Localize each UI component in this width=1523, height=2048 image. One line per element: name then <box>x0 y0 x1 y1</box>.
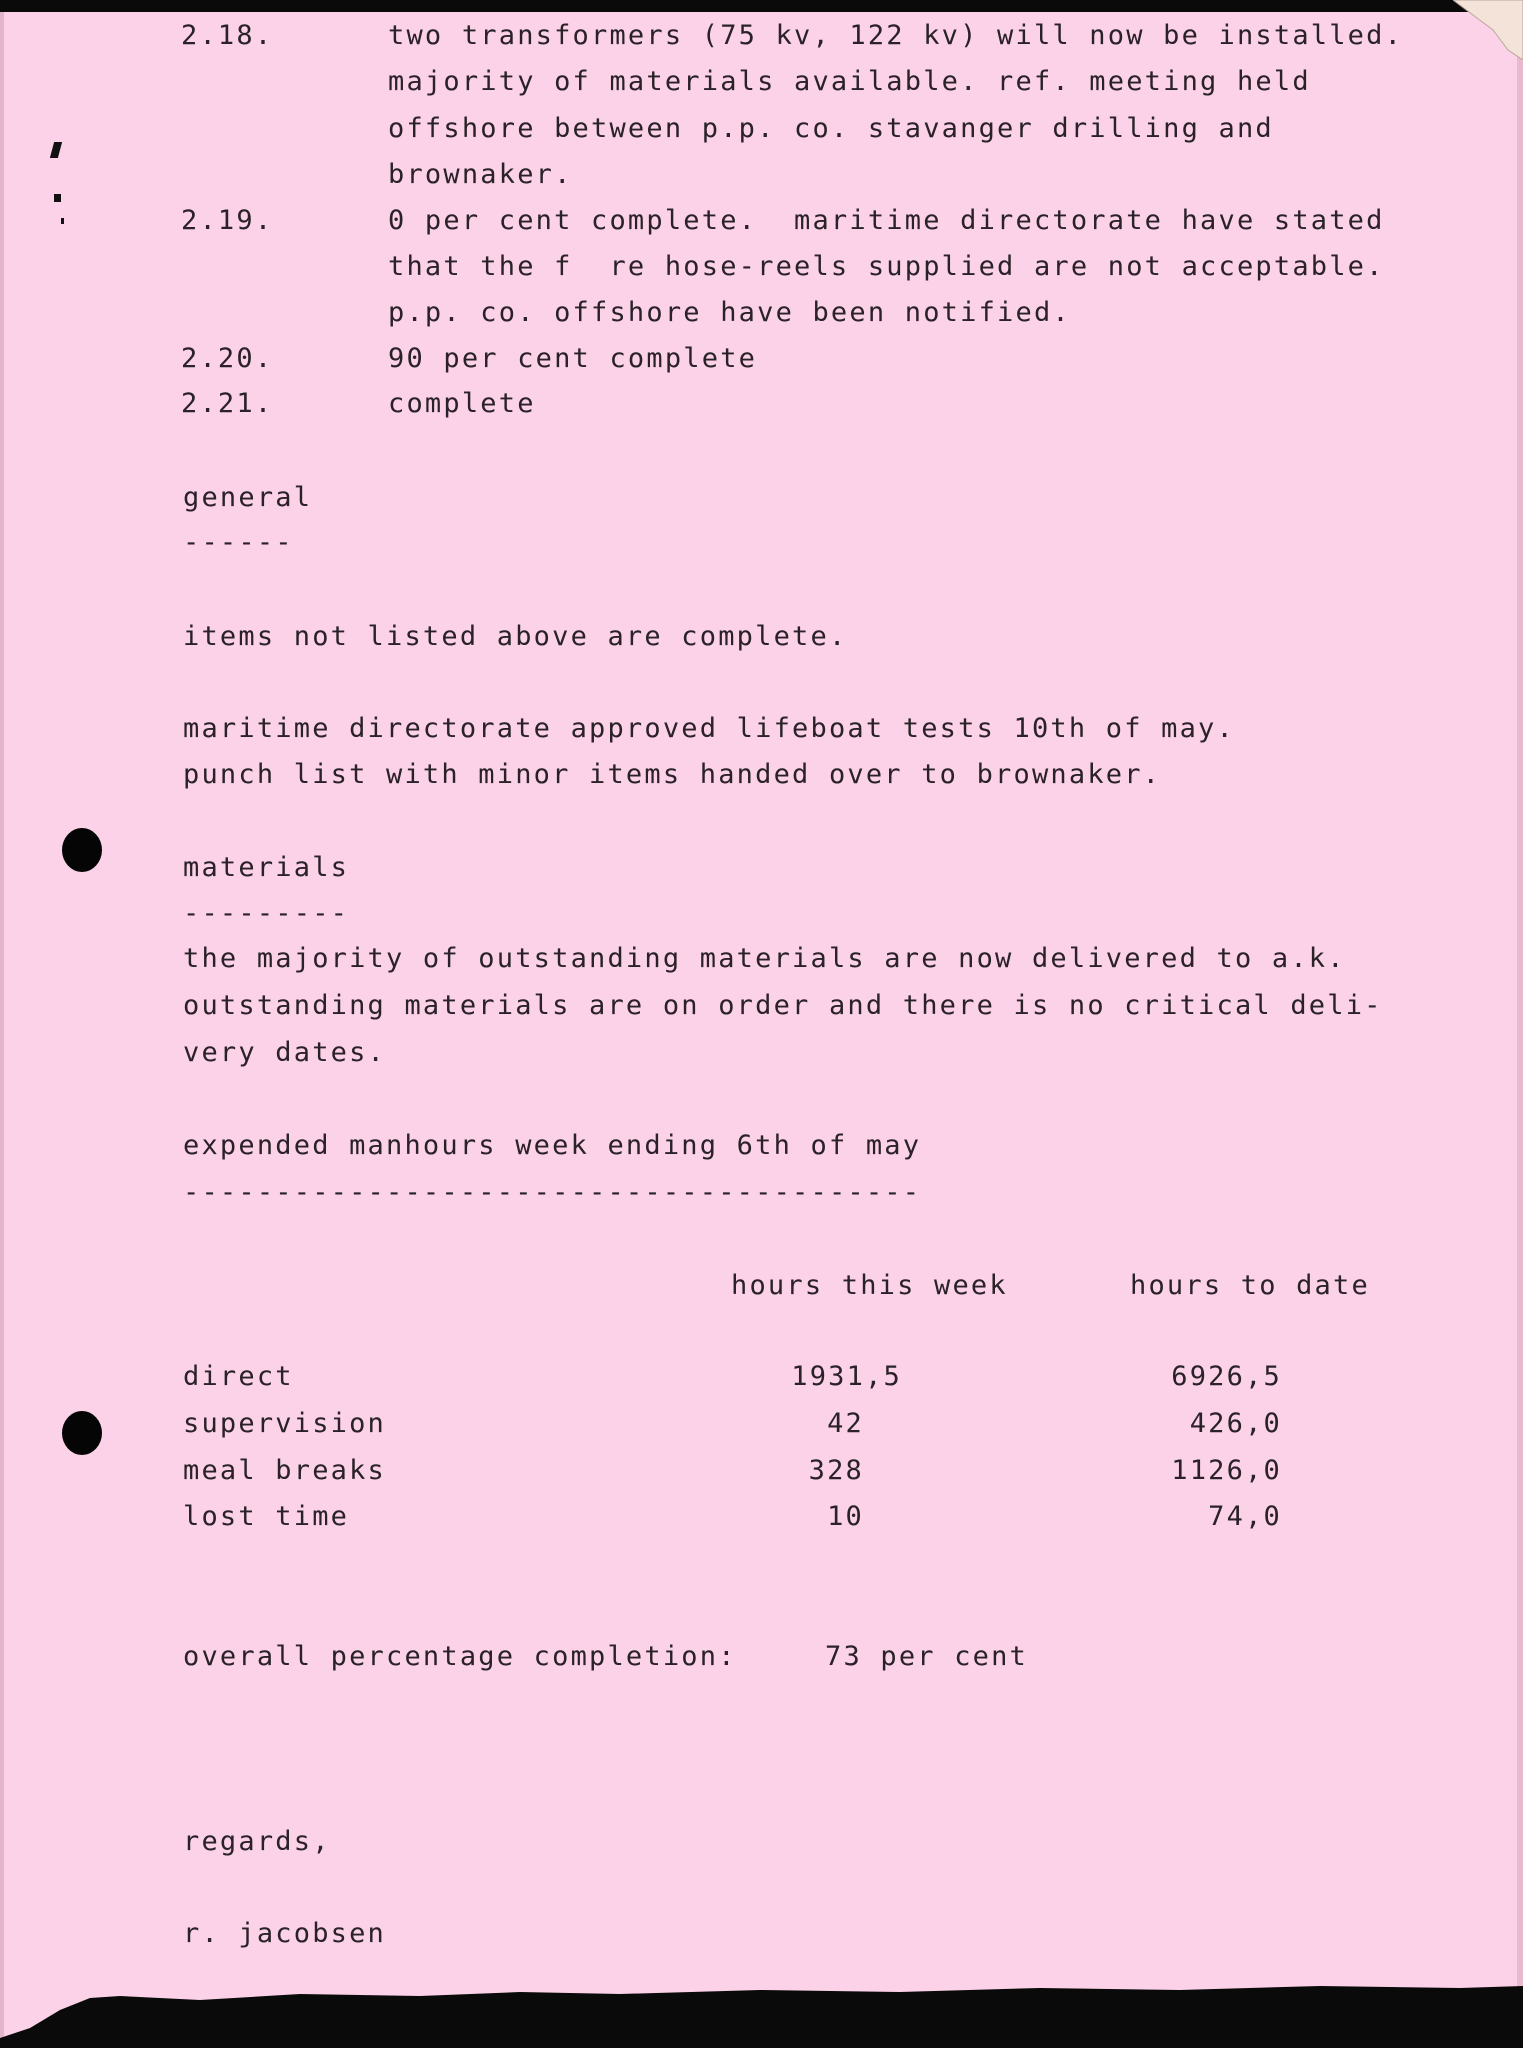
torn-top-edge <box>0 0 1523 12</box>
row-label: lost time <box>183 1501 350 1532</box>
margin-mark <box>61 218 64 224</box>
margin-mark <box>50 142 62 158</box>
section-heading-materials: materials <box>183 852 350 883</box>
punch-hole <box>62 828 102 872</box>
item-text-line: two transformers (75 kv, 122 kv) will now be installed. <box>388 20 1404 51</box>
section-underline: ------ <box>183 527 294 558</box>
item-text-line: majority of materials available. ref. meeting held <box>388 66 1311 97</box>
row-this-week: 328 <box>808 1455 864 1486</box>
closing-regards: regards, <box>183 1826 331 1857</box>
general-paragraph: items not listed above are complete. <box>183 621 848 652</box>
item-number: 2.19. <box>181 205 274 236</box>
row-to-date: 6926,5 <box>1171 1361 1282 1392</box>
column-header-this-week: hours this week <box>731 1270 1008 1301</box>
row-to-date: 426,0 <box>1189 1408 1282 1439</box>
item-number: 2.18. <box>181 20 274 51</box>
row-label: direct <box>183 1361 294 1392</box>
section-underline: ---------------------------------------- <box>183 1177 922 1208</box>
signature: r. jacobsen <box>183 1918 387 1949</box>
section-underline: --------- <box>183 898 350 929</box>
item-text-line: complete <box>388 388 536 419</box>
completion-value: 73 per cent <box>825 1641 1029 1672</box>
materials-line: very dates. <box>183 1037 387 1068</box>
paper-left-edge <box>0 0 4 2048</box>
general-paragraph: punch list with minor items handed over to brownaker. <box>183 759 1162 790</box>
completion-label: overall percentage completion: <box>183 1641 737 1672</box>
row-to-date: 74,0 <box>1208 1501 1282 1532</box>
item-text-line: 0 per cent complete. maritime directorate have stated <box>388 205 1385 236</box>
margin-mark <box>54 194 61 202</box>
row-to-date: 1126,0 <box>1171 1455 1282 1486</box>
row-this-week: 42 <box>827 1408 864 1439</box>
section-heading-manhours: expended manhours week ending 6th of may <box>183 1130 922 1161</box>
item-number: 2.21. <box>181 388 274 419</box>
column-header-to-date: hours to date <box>1130 1270 1370 1301</box>
row-label: supervision <box>183 1408 387 1439</box>
torn-bottom-edge <box>0 1958 1523 2048</box>
row-label: meal breaks <box>183 1455 387 1486</box>
row-this-week: 1931,5 <box>791 1361 902 1392</box>
item-text-line: p.p. co. offshore have been notified. <box>388 297 1071 328</box>
item-text-line: offshore between p.p. co. stavanger drilling and <box>388 113 1274 144</box>
item-text-line: that the f re hose-reels supplied are not acceptable. <box>388 251 1385 282</box>
materials-line: the majority of outstanding materials are now delivered to a.k. <box>183 943 1346 974</box>
folded-corner <box>1453 0 1523 60</box>
row-this-week: 10 <box>827 1501 864 1532</box>
item-number: 2.20. <box>181 343 274 374</box>
section-heading-general: general <box>183 482 313 513</box>
item-text-line: 90 per cent complete <box>388 343 758 374</box>
paper-right-edge <box>1517 0 1523 2048</box>
item-text-line: brownaker. <box>388 159 573 190</box>
punch-hole <box>62 1411 102 1455</box>
materials-line: outstanding materials are on order and there is no critical deli- <box>183 990 1383 1021</box>
general-paragraph: maritime directorate approved lifeboat tests 10th of may. <box>183 713 1235 744</box>
